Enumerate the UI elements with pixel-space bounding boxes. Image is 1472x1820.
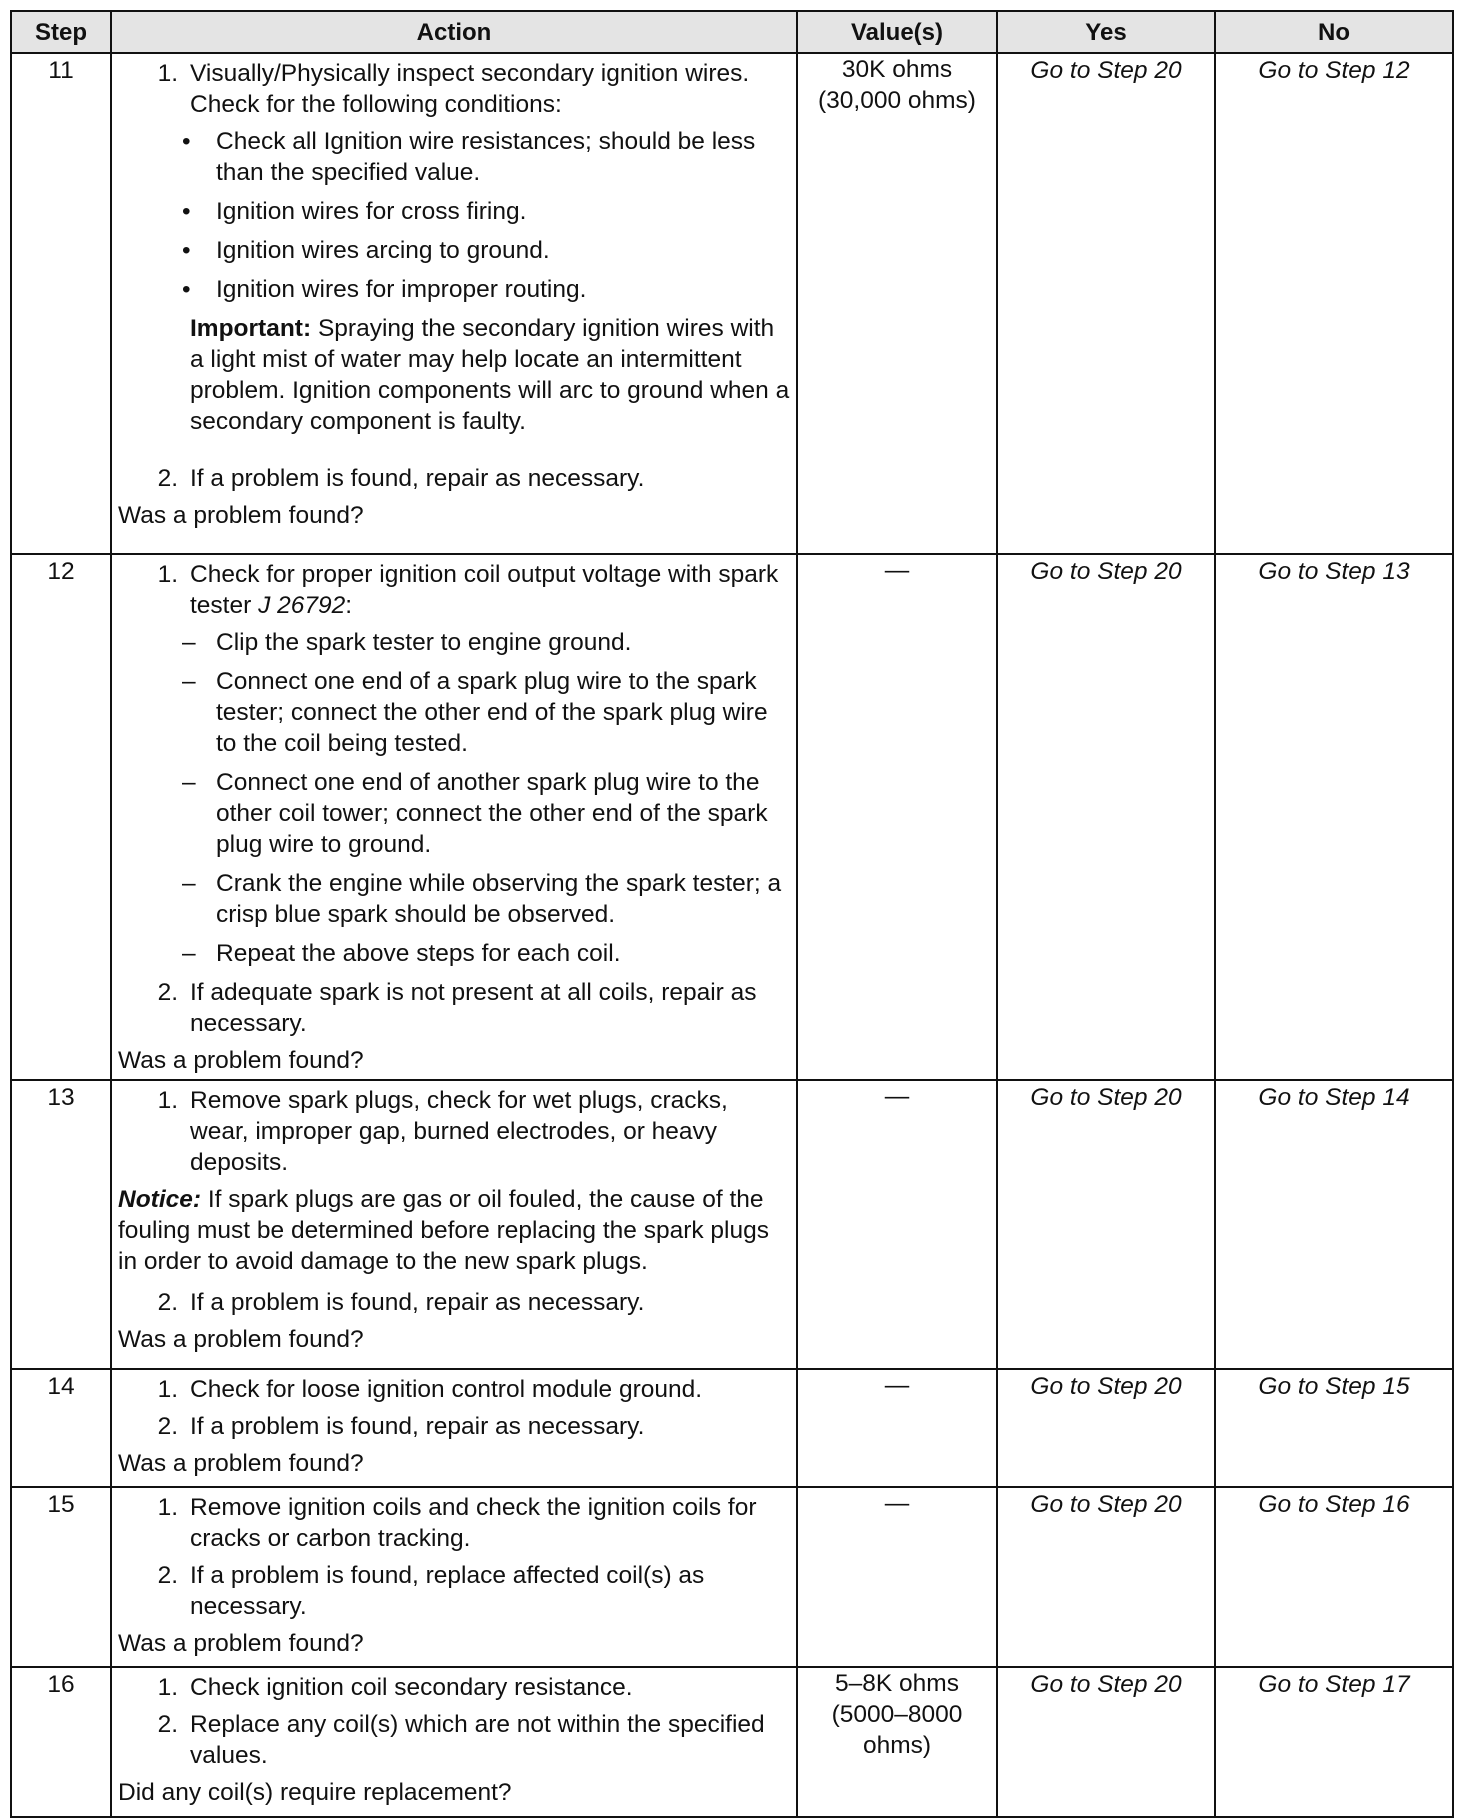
tool-id: J 26792 [258,592,346,619]
action-item-1: 1. Remove ignition coils and check the ignition coils for cracks or carbon tracking. [157,1494,757,1552]
question: Did any coil(s) require replacement? [118,1779,512,1806]
table-row-step-12 [11,554,1453,1080]
action-item-2: 2. If a problem is found, repair as necessary. [157,1289,645,1316]
step-number: 14 [11,1369,111,1487]
header-step: Step [11,11,111,53]
value-cell: — [797,1369,997,1487]
notice-note: Notice: If spark plugs are gas or oil fouled, the cause of the fouling must be determined before replacing the spark plugs in order to avoid damage to the new spark plugs. [118,1186,769,1275]
no-cell: Go to Step 13 [1215,554,1453,1080]
action-item-1: 1. Remove spark plugs, check for wet plugs, cracks, wear, improper gap, burned electrodes, or heavy deposits. [157,1087,728,1176]
header-action: Action [111,11,797,53]
question: Was a problem found? [118,1326,364,1353]
action-item-1: 1. Check for proper ignition coil output voltage with spark tester J 26792: [157,561,779,619]
action-cell [111,1487,797,1667]
yes-cell: Go to Step 20 [997,1667,1215,1817]
list-item: • Ignition wires for cross firing. [182,198,527,225]
yes-cell: Go to Step 20 [997,1080,1215,1369]
procedure-list [178,627,790,969]
important-note: Important: Spraying the secondary ignition wires with a light mist of water may help locate an intermittent problem. Ignition components will arc to ground when a secondary component is faulty. [190,315,790,435]
list-item: – Connect one end of another spark plug wire to the other coil tower; connect the other end of the spark plug wire to ground. [182,769,768,858]
action-cell [111,1667,797,1817]
action-item-1: 1. Check for loose ignition control module ground. [157,1376,703,1403]
diagnostic-table-page [10,10,1452,1818]
question: Was a problem found? [118,502,364,529]
action-item-2: 2. If adequate spark is not present at all coils, repair as necessary. [157,979,757,1037]
yes-cell: Go to Step 20 [997,1487,1215,1667]
action-item-2: 2. Replace any coil(s) which are not within the specified values. [157,1711,765,1769]
no-cell: Go to Step 14 [1215,1080,1453,1369]
yes-cell: Go to Step 20 [997,53,1215,554]
step-number: 13 [11,1080,111,1369]
action-cell [111,53,797,554]
yes-cell: Go to Step 20 [997,554,1215,1080]
diagnostic-table [10,10,1454,1818]
value-cell: — [797,1080,997,1369]
action-cell [111,1369,797,1487]
list-item: – Clip the spark tester to engine ground. [182,629,632,656]
no-cell: Go to Step 15 [1215,1369,1453,1487]
list-item: • Check all Ignition wire resistances; should be less than the specified value. [182,128,756,186]
question: Was a problem found? [118,1047,364,1074]
condition-list [178,126,790,305]
list-item: – Connect one end of a spark plug wire to the spark tester; connect the other end of the spark plug wire to the coil being tested. [182,668,768,757]
table-row-step-16 [11,1667,1453,1817]
action-item-2: 2. If a problem is found, replace affected coil(s) as necessary. [157,1562,705,1620]
table-row-step-11 [11,53,1453,554]
header-yes: Yes [997,11,1215,53]
value-cell: 30K ohms (30,000 ohms) [797,53,997,554]
action-item-1: 1. Visually/Physically inspect secondary ignition wires. Check for the following conditions: [157,60,750,118]
value-cell: — [797,554,997,1080]
action-item-1: 1. Check ignition coil secondary resistance. [157,1674,633,1701]
action-item-2: 2. If a problem is found, repair as necessary. [157,1413,645,1440]
header-no: No [1215,11,1453,53]
action-item-2: 2. If a problem is found, repair as necessary. [157,465,645,492]
step-number: 11 [11,53,111,554]
no-cell: Go to Step 16 [1215,1487,1453,1667]
question: Was a problem found? [118,1450,364,1477]
question: Was a problem found? [118,1630,364,1657]
value-cell: — [797,1487,997,1667]
table-row-step-14 [11,1369,1453,1487]
step-number: 12 [11,554,111,1080]
step-number: 16 [11,1667,111,1817]
no-cell: Go to Step 17 [1215,1667,1453,1817]
list-item: – Crank the engine while observing the spark tester; a crisp blue spark should be observed. [182,870,782,928]
table-row-step-13 [11,1080,1453,1369]
no-cell: Go to Step 12 [1215,53,1453,554]
step-number: 15 [11,1487,111,1667]
action-cell [111,554,797,1080]
value-cell: 5–8K ohms (5000–8000 ohms) [797,1667,997,1817]
header-values: Value(s) [797,11,997,53]
yes-cell: Go to Step 20 [997,1369,1215,1487]
header-row [11,11,1453,53]
action-cell [111,1080,797,1369]
list-item: • Ignition wires for improper routing. [182,276,587,303]
table-row-step-15 [11,1487,1453,1667]
list-item: • Ignition wires arcing to ground. [182,237,550,264]
list-item: – Repeat the above steps for each coil. [182,940,621,967]
